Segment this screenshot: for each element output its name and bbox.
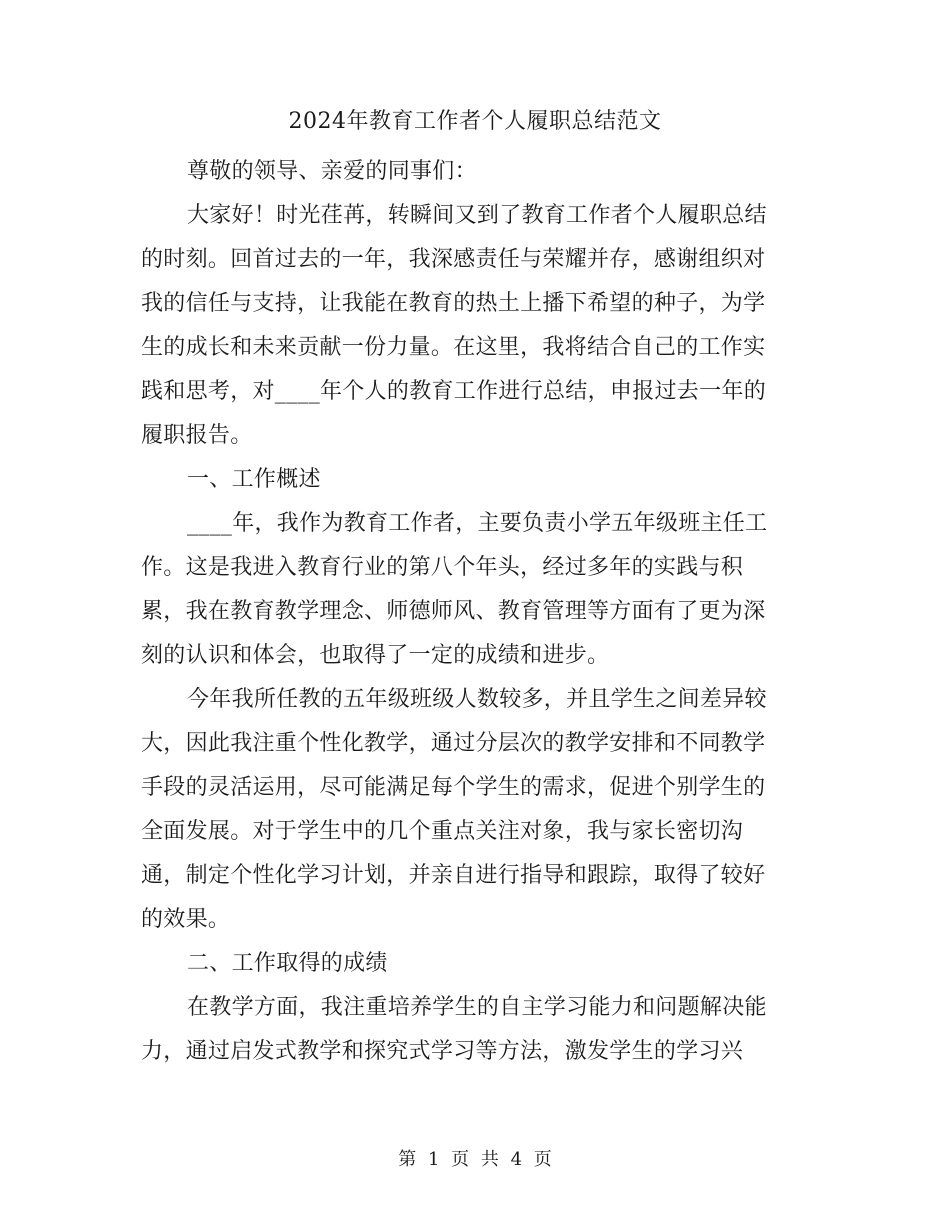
document-body	[141, 150, 801, 1074]
body-text-line: 通，制定个性化学习计划，并亲自进行指导和跟踪，取得了较好	[141, 863, 766, 888]
body-text-line: 全面发展。对于学生中的几个重点关注对象，我与家长密切沟	[141, 819, 744, 844]
body-text-line: 手段的灵活运用，尽可能满足每个学生的需求，促进个别学生的	[141, 775, 766, 800]
body-text-line: 一、工作概述	[187, 467, 321, 492]
body-text-line: 大家好！时光荏苒，转瞬间又到了教育工作者个人履职总结	[187, 203, 767, 228]
body-text-line: ____年，我作为教育工作者，主要负责小学五年级班主任工	[187, 511, 768, 536]
body-text-line: 我的信任与支持，让我能在教育的热土上播下希望的种子，为学	[141, 291, 766, 316]
body-text-line: 的时刻。回首过去的一年，我深感责任与荣耀并存，感谢组织对	[141, 247, 766, 272]
body-text-line: 力，通过启发式教学和探究式学习等方法，激发学生的学习兴	[141, 1039, 744, 1064]
document-title: 2024年教育工作者个人履职总结范文	[288, 109, 662, 134]
body-text-line: 生的成长和未来贡献一份力量。在这里，我将结合自己的工作实	[141, 335, 766, 360]
body-text-line: 二、工作取得的成绩	[187, 951, 388, 976]
body-text-line: 作。这是我进入教育行业的第八个年头，经过多年的实践与积	[141, 555, 744, 580]
body-text-line: 累，我在教育教学理念、师德师风、教育管理等方面有了更为深	[141, 599, 766, 624]
body-text-line: 刻的认识和体会，也取得了一定的成绩和进步。	[141, 643, 610, 668]
body-text-line: 今年我所任教的五年级班级人数较多，并且学生之间差异较	[187, 687, 767, 712]
body-text-line: 在教学方面，我注重培养学生的自主学习能力和问题解决能	[187, 995, 767, 1020]
body-text-line: 大，因此我注重个性化教学，通过分层次的教学安排和不同教学	[141, 731, 766, 756]
body-text-line: 践和思考，对____年个人的教育工作进行总结，申报过去一年的	[141, 379, 767, 404]
body-text-line: 尊敬的领导、亲爱的同事们：	[187, 159, 477, 184]
body-text-line: 的效果。	[141, 907, 231, 932]
page-footer: 第 1 页 共 4 页	[398, 1149, 552, 1170]
body-text-line: 履职报告。	[141, 423, 253, 448]
